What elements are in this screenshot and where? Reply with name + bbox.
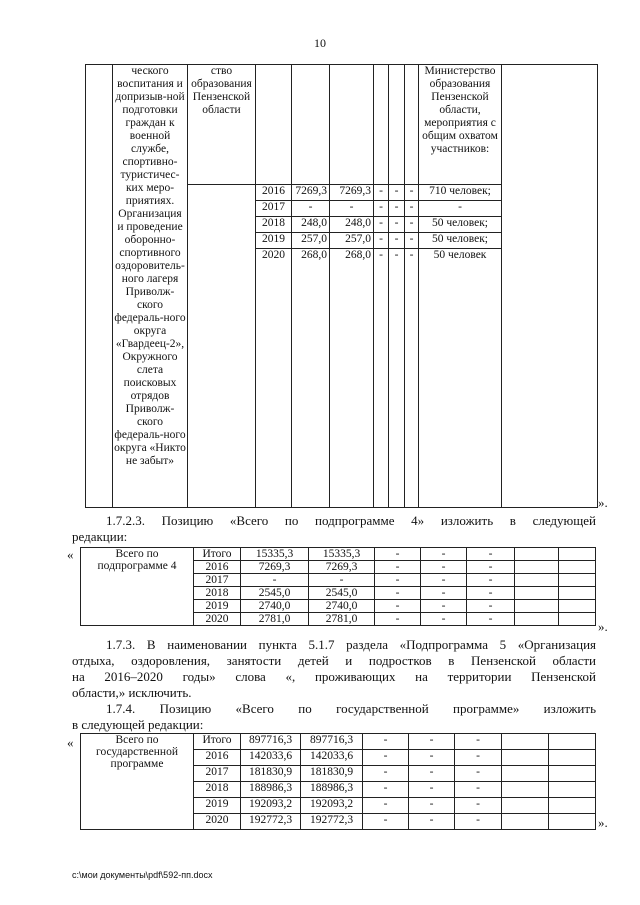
table-row: 2020 192772,3 192772,3 - - - [81, 814, 596, 830]
paragraph-line: в следующей редакции: [72, 717, 204, 732]
table-row: 2019 257,0 257,0 - - - 50 человек; [86, 233, 598, 249]
paragraph-line: 1.7.4. Позицию «Всего по государственной программе» изложить [106, 701, 596, 716]
paragraph-line: 1.7.2.3. Позицию «Всего по подпрограмме 4» изложить в следующей [106, 513, 596, 528]
paragraph-line: редакции: [72, 529, 128, 544]
subprogram-label: Всего по подпрограмме 4 [81, 548, 194, 626]
page-number: 10 [314, 36, 326, 50]
state-program-table [80, 733, 596, 830]
program-label: Всего по государственной программе [81, 734, 194, 830]
paragraph-line: 1.7.3. В наименовании пункта 5.1.7 раздела «Подпрограмма 5 «Организация [106, 637, 596, 652]
file-path-footer: c:\мои документы\pdf\592-пп.docx [72, 870, 213, 880]
table-row: 2019 192093,2 192093,2 - - - [81, 798, 596, 814]
table-row: 2016 7269,3 7269,3 - - - [81, 561, 596, 574]
subprogram-4-table [80, 547, 596, 626]
executor-cell: ство образования Пензенской области [188, 65, 256, 185]
closing-quote: ». [598, 619, 608, 634]
table-row: 2017 - - - - - - [86, 201, 598, 217]
paragraph-line: на 2016–2020 годы» слова «, проживающих на территории Пензенской [72, 669, 596, 684]
closing-quote: ». [598, 495, 608, 510]
table-row: 2016 142033,6 142033,6 - - - [81, 750, 596, 766]
program-table-fragment [85, 64, 598, 508]
closing-quote: ». [598, 815, 608, 830]
table-row: 2016 7269,3 7269,3 - - - 710 человек; [86, 185, 598, 201]
table-row: 2020 268,0 268,0 - - - 50 человек [86, 249, 598, 508]
table-row: 2020 2781,0 2781,0 - - - [81, 613, 596, 626]
result-cell: Министерство образования Пензенской области, мероприятия с общим охватом участников: [419, 65, 502, 185]
table-row: Всего по подпрограмме 4 Итого 15335,3 15335,3 - - - [81, 548, 596, 561]
table-row: 2018 248,0 248,0 - - - 50 человек; [86, 217, 598, 233]
table-row: 2018 2545,0 2545,0 - - - [81, 587, 596, 600]
table-row: 2017 181830,9 181830,9 - - - [81, 766, 596, 782]
table-row: 2017 - - - - - [81, 574, 596, 587]
event-description: ческого воспитания и допризыв-ной подготовки граждан к военной службе, спортивно-туристичес-ких меро-приятиях. Организация и проведение оборонно-спортивного оздоровитель-ного лагеря Приволж-ского федераль-ного округа «Гвардеец-2», Окружного слета поисковых отрядов Приволж-ского федераль-ного округа «Никто не забыт» [113, 65, 188, 508]
empty-number-cell [86, 65, 113, 508]
open-quote: « [67, 547, 74, 562]
paragraph-line: отдыха, оздоровления, занятости детей и подростков в Пензенской области [72, 653, 596, 668]
table-row: 2019 2740,0 2740,0 - - - [81, 600, 596, 613]
paragraph-line: области,» исключить. [72, 685, 192, 700]
table-row: 2018 188986,3 188986,3 - - - [81, 782, 596, 798]
open-quote: « [67, 735, 74, 750]
table-row: Всего по государственной программе Итого 897716,3 897716,3 - - - [81, 734, 596, 750]
